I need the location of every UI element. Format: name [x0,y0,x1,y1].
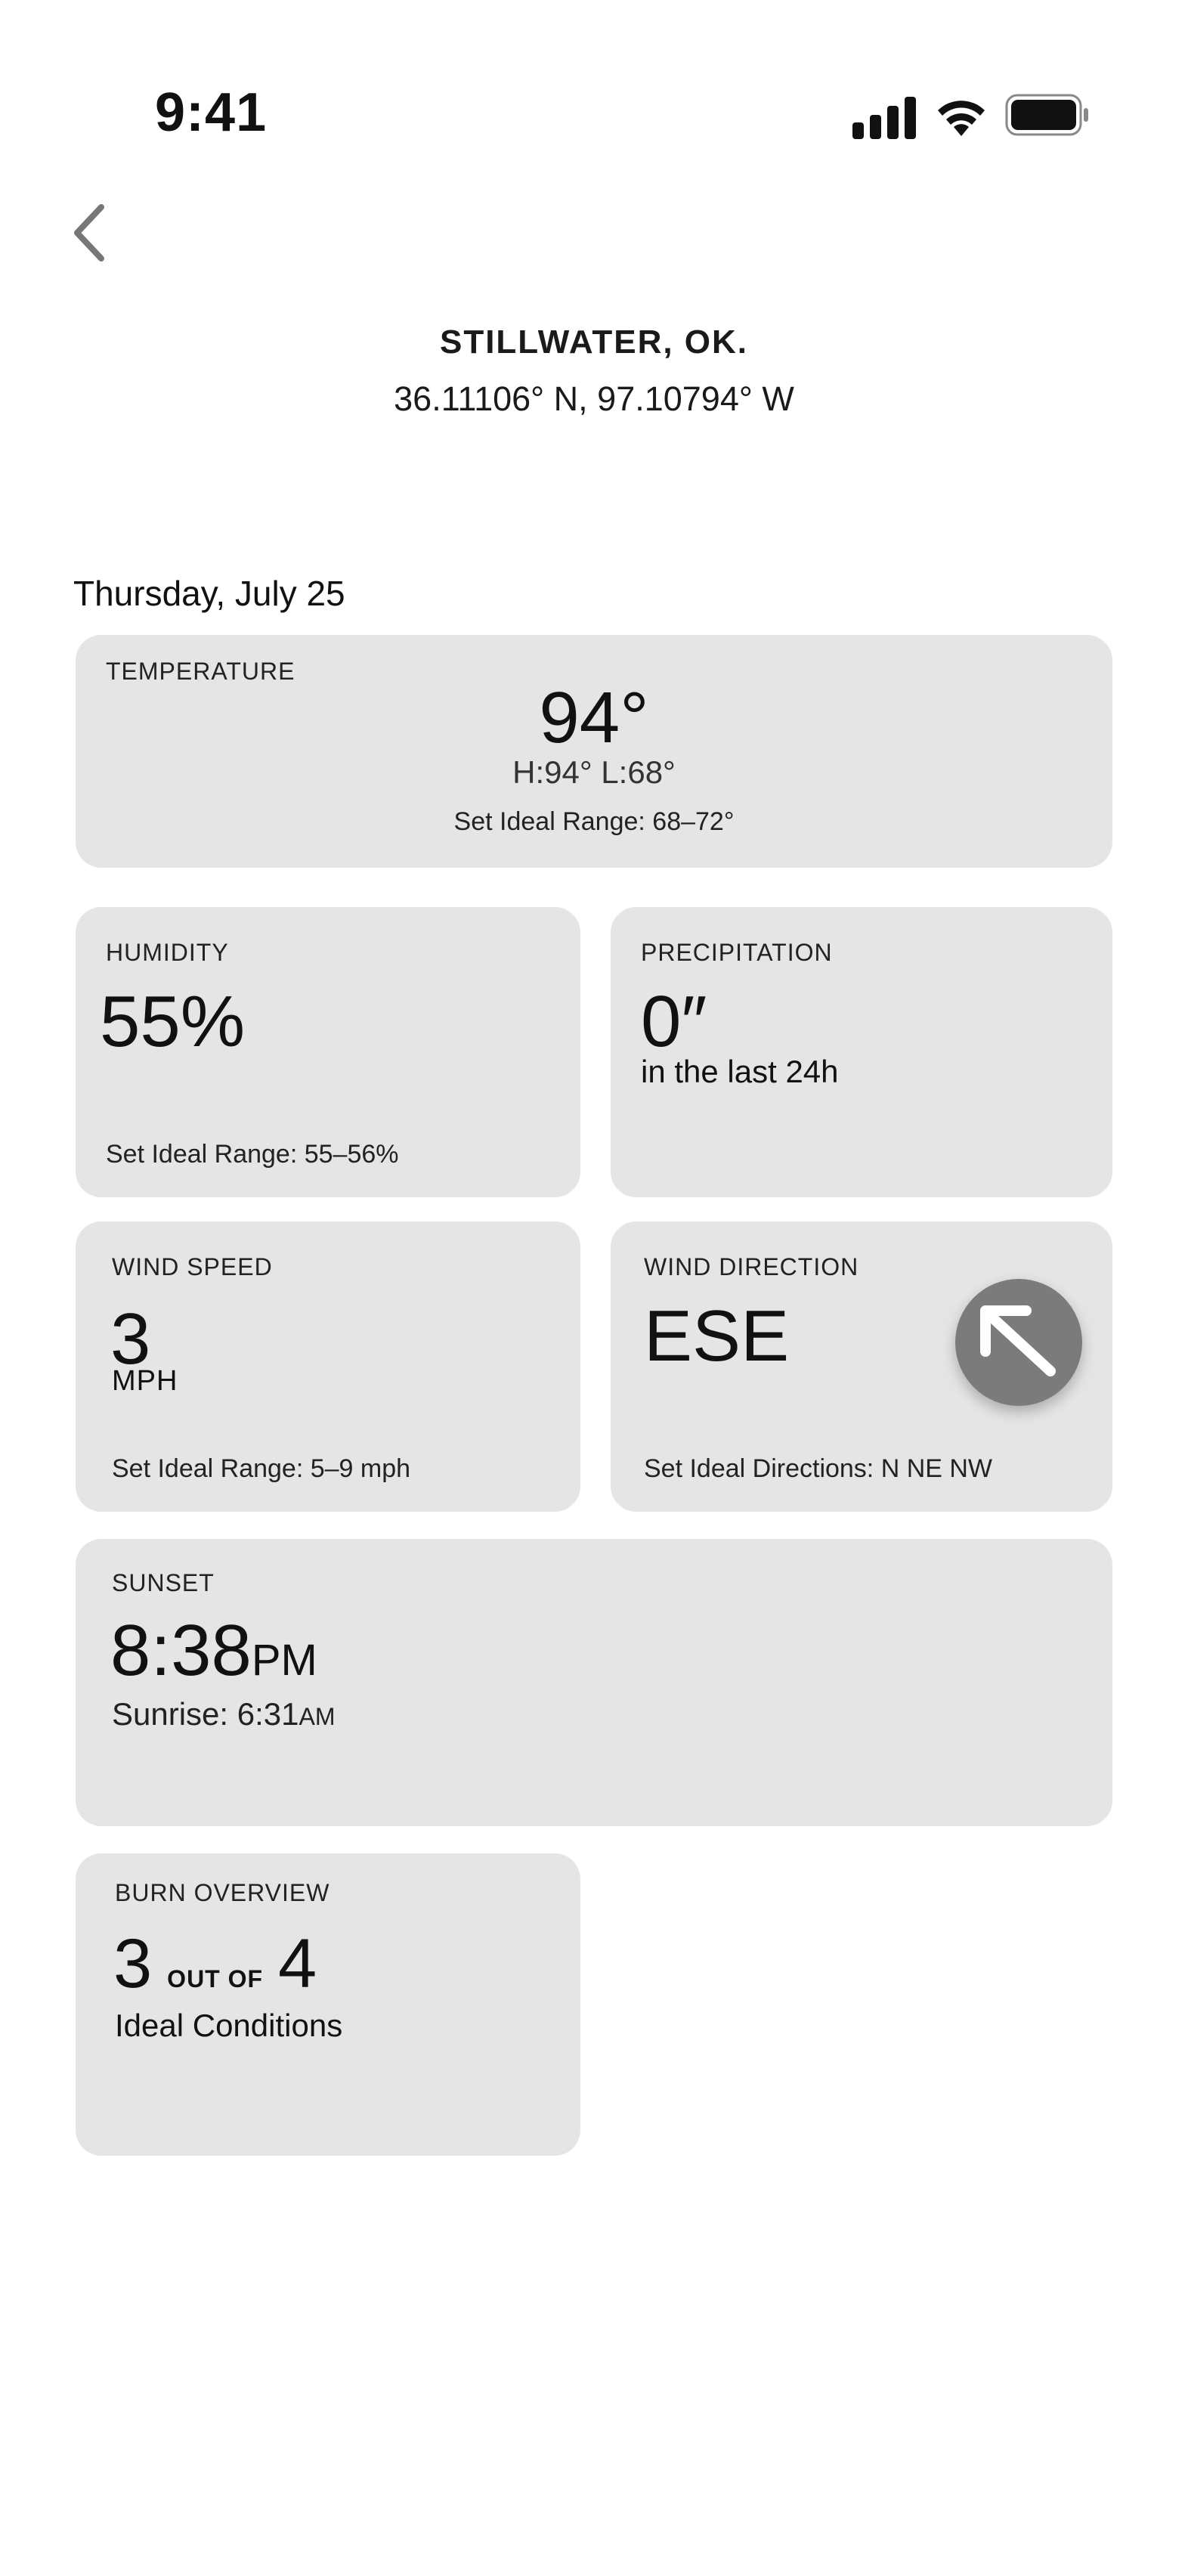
battery-icon [1005,94,1090,136]
humidity-card[interactable] [76,907,580,1197]
precipitation-card[interactable] [611,907,1112,1197]
burn-overview-card[interactable] [76,1853,580,2156]
precipitation-period: in the last 24h [641,1054,839,1089]
burn-overview-score [113,1925,317,2002]
wind-speed-ideal-range[interactable]: Set Ideal Range: 5–9 mph [112,1454,411,1483]
sunset-time [110,1610,317,1691]
sunrise-time [112,1696,336,1732]
wind-speed-value: 3 [110,1299,151,1379]
compass-dial [955,1279,1082,1406]
sunrise-prefix: Sunrise: [112,1696,237,1732]
temperature-value: 94° [539,677,649,758]
sunset-time-value: 8:38 [110,1610,252,1691]
location-name: STILLWATER, OK. [439,324,749,361]
precipitation-value: 0″ [641,981,707,1062]
burn-met-count: 3 [113,1925,153,2002]
sunset-ampm: PM [251,1636,317,1685]
sunset-card[interactable] [76,1539,1112,1826]
sunset-label: SUNSET [112,1569,215,1596]
wind-direction-ideal[interactable]: Set Ideal Directions: N NE NW [644,1454,993,1483]
precipitation-label: PRECIPITATION [641,939,833,966]
temperature-ideal-range[interactable]: Set Ideal Range: 68–72° [453,807,735,836]
cellular-signal-icon [852,95,917,139]
wind-direction-label: WIND DIRECTION [644,1253,859,1280]
wind-speed-label: WIND SPEED [112,1253,273,1280]
compass-arrow-icon [955,1279,1082,1406]
burn-out-of: OUT OF [167,1965,264,1992]
temperature-label: TEMPERATURE [106,658,295,685]
humidity-value: 55% [100,981,246,1062]
burn-total-count: 4 [278,1925,317,2002]
humidity-ideal-range[interactable]: Set Ideal Range: 55–56% [106,1140,399,1169]
burn-overview-label: BURN OVERVIEW [115,1879,330,1906]
temperature-card[interactable] [76,635,1112,868]
temperature-high-low: H:94° L:68° [512,754,676,790]
location-coordinates: 36.11106° N, 97.10794° W [394,379,794,418]
burn-overview-caption: Ideal Conditions [115,2008,343,2043]
wind-direction-card[interactable] [611,1221,1112,1512]
humidity-label: HUMIDITY [106,939,229,966]
back-chevron-icon[interactable] [70,203,112,263]
forecast-date: Thursday, July 25 [73,574,345,613]
sunrise-ampm: AM [299,1703,336,1730]
status-time: 9:41 [155,82,268,143]
wind-direction-value: ESE [644,1296,790,1376]
sunrise-time-value: 6:31 [237,1696,299,1732]
wifi-icon [933,92,989,138]
wind-speed-unit: MPH [112,1365,178,1397]
wind-speed-card[interactable] [76,1221,580,1512]
